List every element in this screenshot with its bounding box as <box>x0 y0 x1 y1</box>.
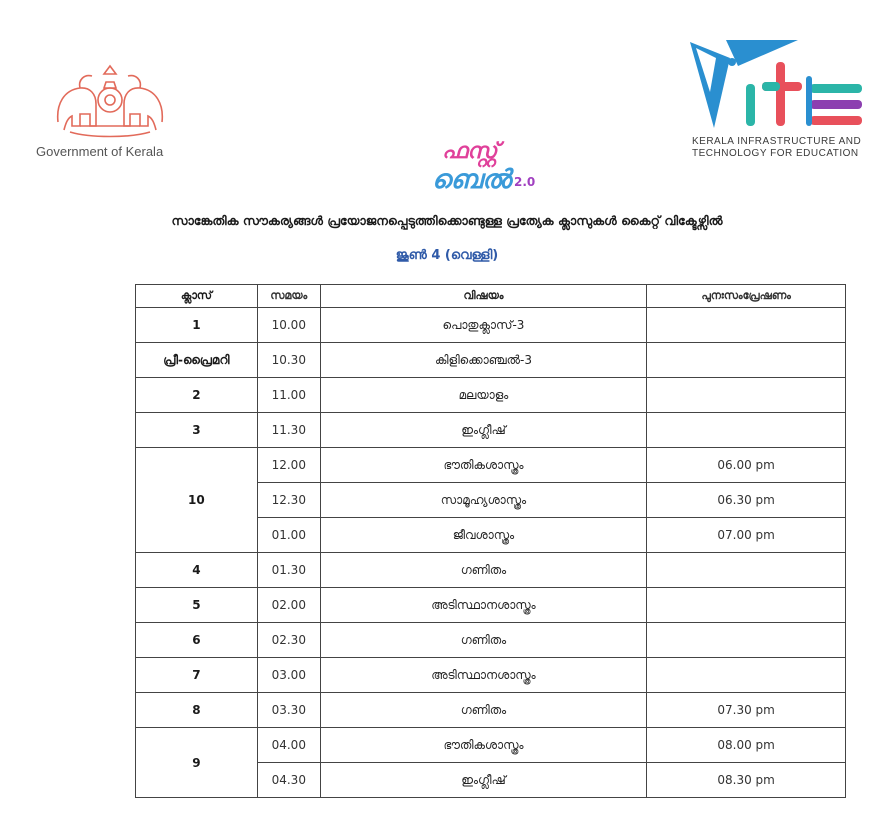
table-row <box>136 658 846 693</box>
class-cell: പ്രീ-പ്രൈമറി <box>136 343 258 378</box>
kite-full-name <box>692 136 861 160</box>
time-cell: 01.00 <box>257 518 320 553</box>
class-cell: 1 <box>136 308 258 343</box>
svg-text:ബെൽ: ബെൽ <box>432 165 511 195</box>
rerun-cell: 06.30 pm <box>647 483 846 518</box>
rerun-cell <box>647 588 846 623</box>
subject-cell: ഗണിതം <box>320 553 646 588</box>
header-time: സമയം <box>257 285 320 308</box>
subject-cell: ഇംഗ്ലീഷ് <box>320 763 646 798</box>
svg-text:ഫസ്റ്റ്: ഫസ്റ്റ് <box>442 139 498 164</box>
page-title: സാങ്കേതിക സൗകര്യങ്ങൾ പ്രയോജനപ്പെടുത്തിക്കൊണ്ടുള്ള പ്രത്യേക ക്ലാസുകൾ കൈറ്റ് വിക്ടേഴ്സിൽ <box>171 213 723 228</box>
class-cell: 8 <box>136 693 258 728</box>
subject-cell: ജീവശാസ്ത്രം <box>320 518 646 553</box>
kite-name-line1: KERALA INFRASTRUCTURE AND <box>692 136 862 147</box>
subject-cell: അടിസ്ഥാനശാസ്ത്രം <box>320 658 646 693</box>
class-cell: 3 <box>136 413 258 448</box>
time-cell: 04.30 <box>257 763 320 798</box>
schedule-table <box>135 284 846 798</box>
subject-cell: ഇംഗ്ലീഷ് <box>320 413 646 448</box>
header-rerun: പുനഃസംപ്രേഷണം <box>647 285 846 308</box>
kite-logo-icon <box>686 36 870 132</box>
table-row <box>136 448 846 483</box>
rerun-cell <box>647 308 846 343</box>
rerun-cell <box>647 413 846 448</box>
table-row <box>136 308 846 343</box>
time-cell: 10.00 <box>257 308 320 343</box>
time-cell: 01.30 <box>257 553 320 588</box>
class-cell: 10 <box>136 448 258 553</box>
subject-cell: ഗണിതം <box>320 623 646 658</box>
table-row <box>136 343 846 378</box>
class-cell: 9 <box>136 728 258 798</box>
time-cell: 02.30 <box>257 623 320 658</box>
subject-cell: സാമൂഹ്യശാസ്ത്രം <box>320 483 646 518</box>
subject-cell: ഭൗതികശാസ്ത്രം <box>320 728 646 763</box>
rerun-cell: 07.30 pm <box>647 693 846 728</box>
class-cell: 4 <box>136 553 258 588</box>
table-header-row <box>136 285 846 308</box>
kite-name-line2: TECHNOLOGY FOR EDUCATION <box>692 148 859 159</box>
rerun-cell: 08.30 pm <box>647 763 846 798</box>
time-cell: 03.00 <box>257 658 320 693</box>
time-cell: 03.30 <box>257 693 320 728</box>
rerun-cell <box>647 553 846 588</box>
time-cell: 12.30 <box>257 483 320 518</box>
time-cell: 10.30 <box>257 343 320 378</box>
time-cell: 11.30 <box>257 413 320 448</box>
subject-cell: പൊതുക്ലാസ്-3 <box>320 308 646 343</box>
class-cell: 6 <box>136 623 258 658</box>
subject-cell: ഭൗതികശാസ്ത്രം <box>320 448 646 483</box>
rerun-cell <box>647 343 846 378</box>
time-cell: 11.00 <box>257 378 320 413</box>
subject-cell: മലയാളം <box>320 378 646 413</box>
subject-cell: ഗണിതം <box>320 693 646 728</box>
rerun-cell <box>647 658 846 693</box>
table-row <box>136 588 846 623</box>
header-subject: വിഷയം <box>320 285 646 308</box>
svg-text:2.0: 2.0 <box>514 175 536 189</box>
rerun-cell <box>647 378 846 413</box>
time-cell: 12.00 <box>257 448 320 483</box>
class-cell: 2 <box>136 378 258 413</box>
time-cell: 02.00 <box>257 588 320 623</box>
table-row <box>136 623 846 658</box>
class-cell: 7 <box>136 658 258 693</box>
subject-cell: അടിസ്ഥാനശാസ്ത്രം <box>320 588 646 623</box>
rerun-cell: 07.00 pm <box>647 518 846 553</box>
time-cell: 04.00 <box>257 728 320 763</box>
rerun-cell: 06.00 pm <box>647 448 846 483</box>
government-of-kerala-label: Government of Kerala <box>36 144 164 159</box>
subject-cell: കിളിക്കൊഞ്ചൽ-3 <box>320 343 646 378</box>
first-bell-logo-icon <box>420 130 550 196</box>
date-line: ജൂൺ 4 (വെള്ളി) <box>395 248 499 263</box>
rerun-cell <box>647 623 846 658</box>
kerala-emblem-icon <box>50 60 170 142</box>
header-class: ക്ലാസ് <box>136 285 258 308</box>
rerun-cell: 08.00 pm <box>647 728 846 763</box>
class-cell: 5 <box>136 588 258 623</box>
table-row <box>136 693 846 728</box>
table-row <box>136 378 846 413</box>
table-row <box>136 728 846 763</box>
table-row <box>136 553 846 588</box>
table-row <box>136 413 846 448</box>
